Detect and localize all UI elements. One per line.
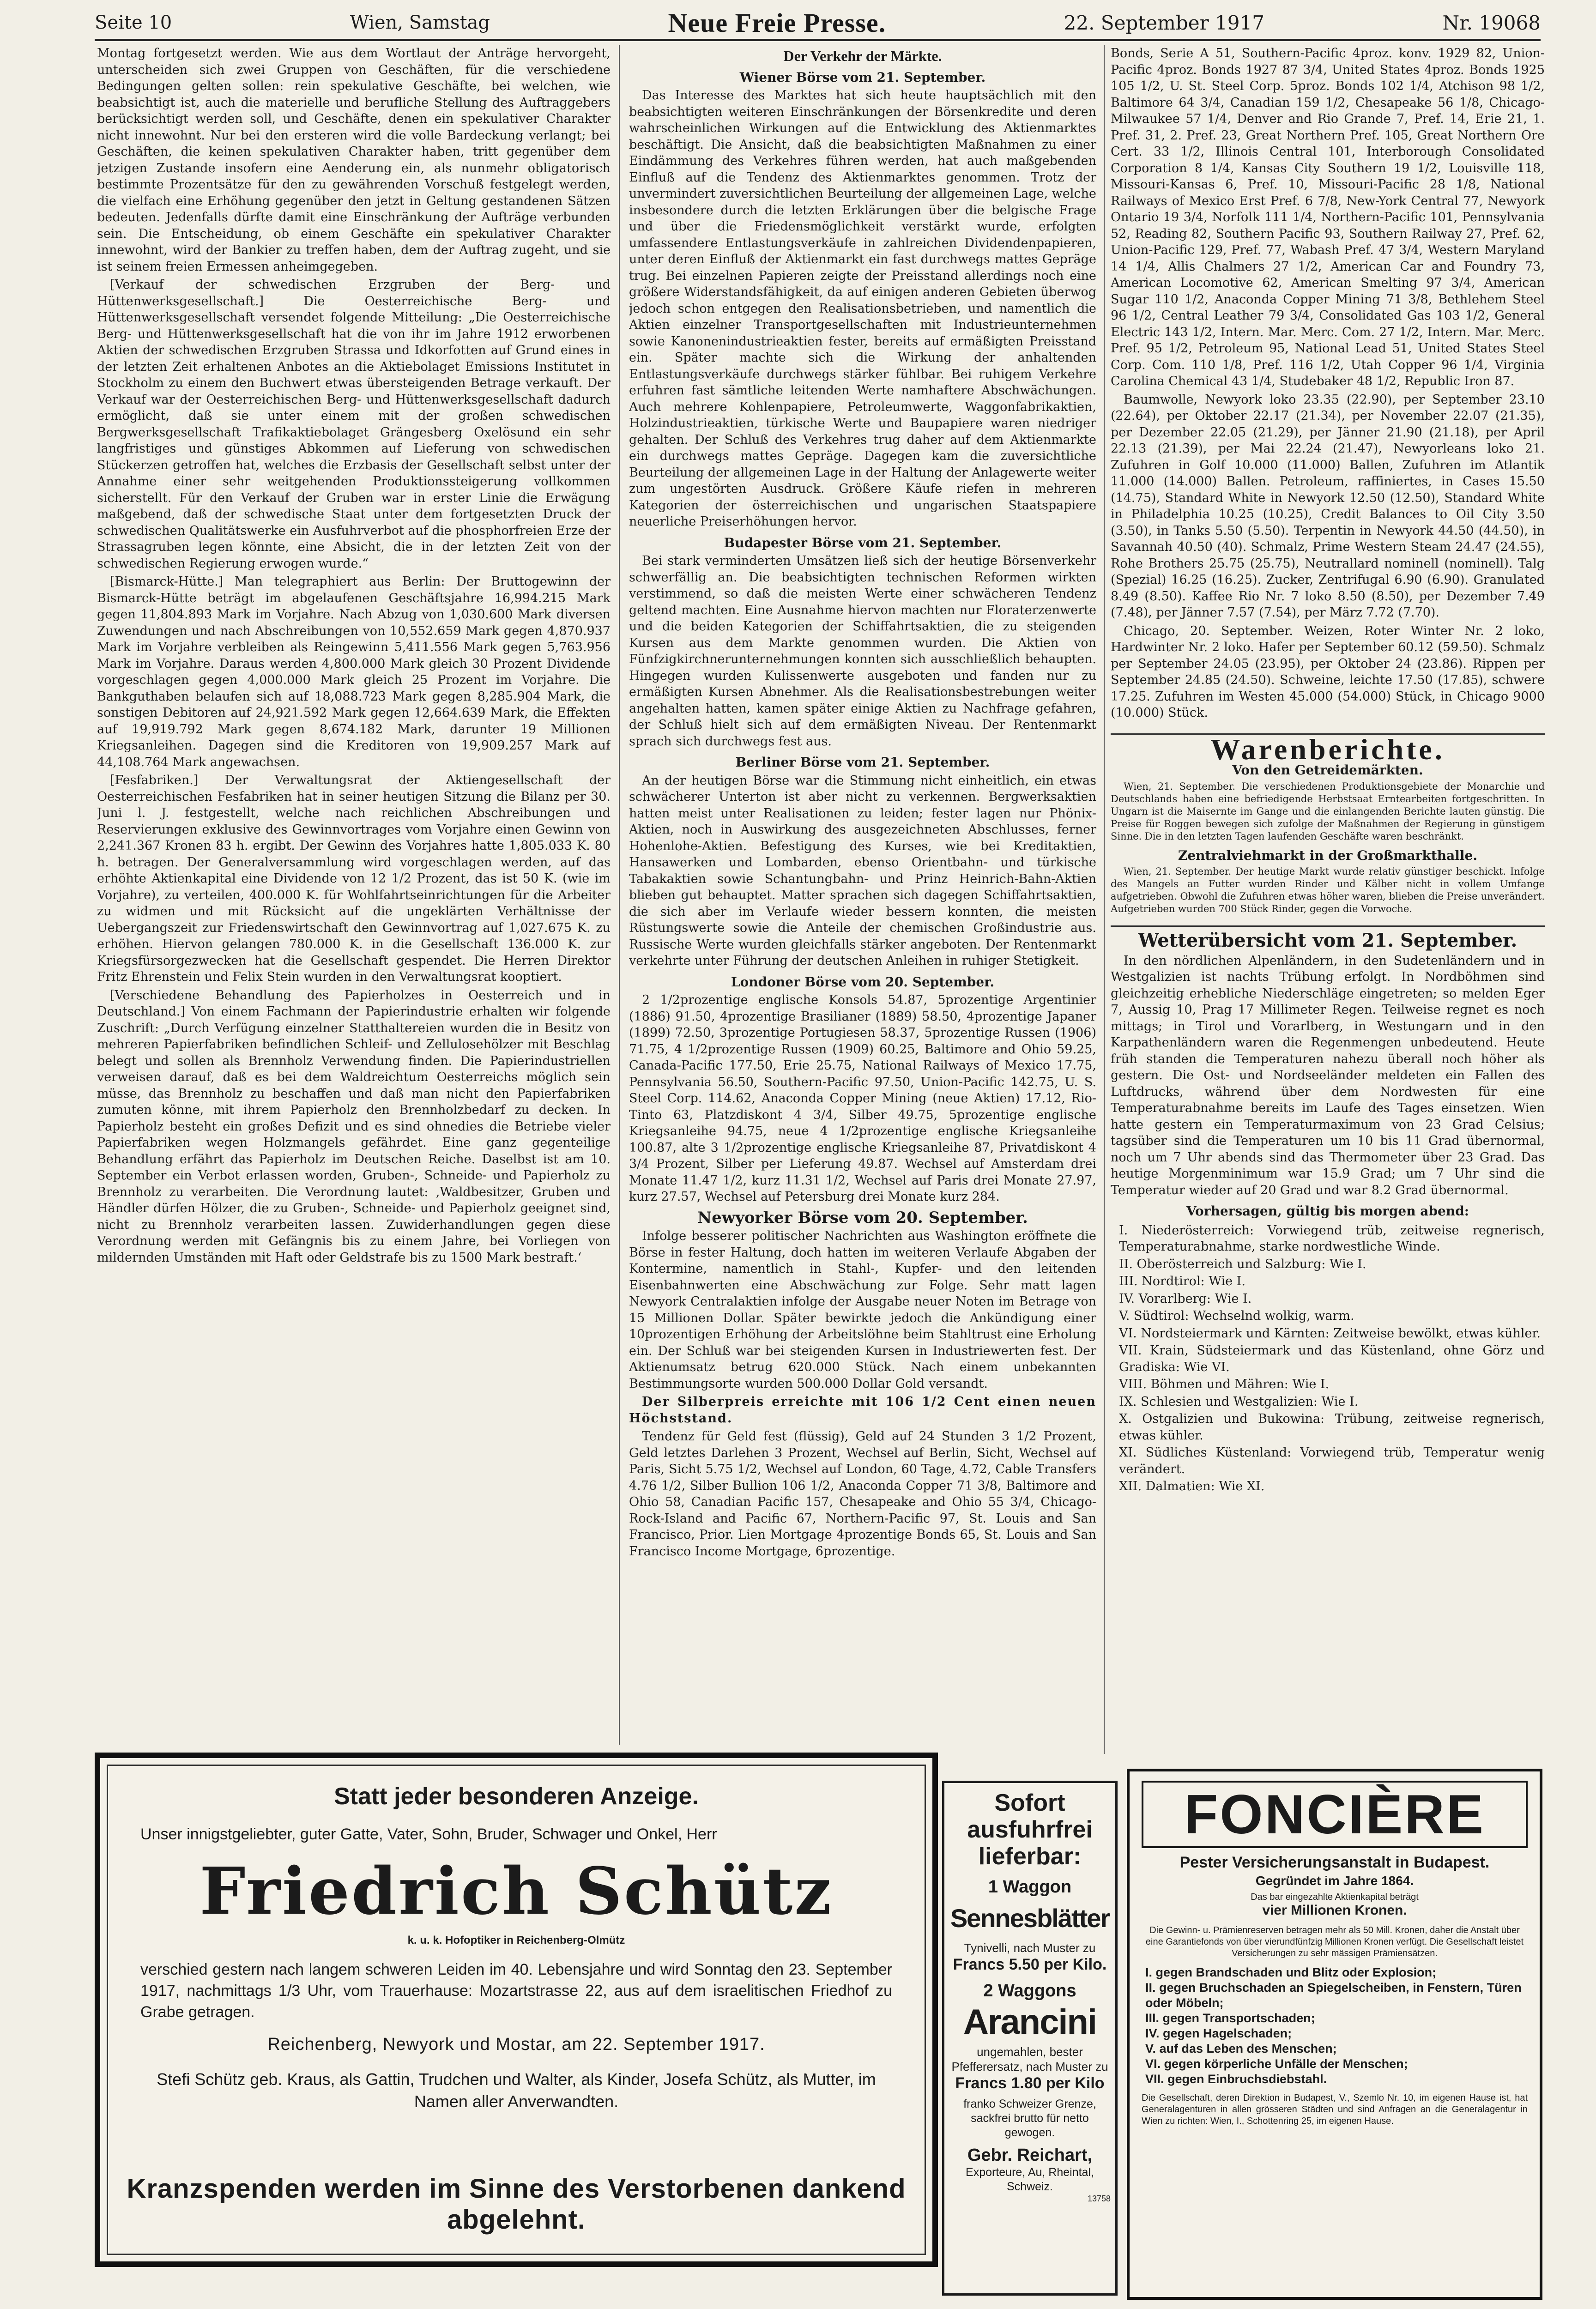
death-notice-frame xyxy=(107,1765,926,2255)
commodity-prices: Baumwolle, Newyork loko 23.35 (22.90), per September 23.10 (22.64), per Oktober 22.17 (21.34), per November 22.07 (21.35), per Dezember 22.05 (21.29), per Jänner 21.90 (21.18), per April 22.13 (21.39), per Mai 22.24 (21.47), Newyorleans loko 21. Zufuhren in Golf 10.000 (11.000) Ballen, Zufuhren im Atlantik 11.000 (14.000) Ballen. Petroleum, raffiniertes, in Cases 15.50 (14.75), Standard White in Newyork 12.50 (12.50), Standard White in Philadelphia 10.25 (10.25), Credit Balances to Oil City 3.50 (3.50), in Tanks 5.50 (5.50). Terpentin in Newyork 44.50 (44.50), in Savannah 40.50 (40). Schmalz, Prime Western Steam 24.47 (24.55), Rohe Brothers 25.75 (25.75), Neutrallard nominell (nominell). Talg (Spezial) 16.25 (16.25). Zucker, Zentrifugal 6.90 (6.90). Granulated 8.49 (8.50). Kaffee Rio Nr. 7 loko 8.50 (8.50), per Dezember 7.49 (7.48), per Jänner 7.57 (7.54), per März 7.72 (7.70). xyxy=(1111,392,1545,620)
article-paragraph: Montag fortgesetzt werden. Wie aus dem Wortlaut der Anträge hervorgeht, unterscheiden sich zwei Gruppen von Geschäften, für die verschiedene Bedingungen gelten sollen: rein spekulative Geschäfte, bei welchen, wie beabsichtigt ist, auch die materielle und berufliche Stellung des Auftraggebers berücksichtigt werden soll, und Geschäfte, denen ein spekulativer Charakter nicht innewohnt. Nur bei den ersteren wird die volle Bardeckung verlangt; bei Geschäften, die keinen spekulativen Charakter haben, tritt gegenüber dem jetzigen Zustande insofern eine Aenderung ein, als nunmehr obligatorisch bestimmte Prozentsätze für den zu gewährenden Vorschuß festgelegt werden, die vielfach eine Erhöhung gegenüber den jetzt in Geltung gestandenen Sätzen bedeuten. Jedenfalls dürfte damit eine Einschränkung der Aufträge verbunden sein. Die Entscheidung, ob einem Geschäfte ein spekulativer Charakter innewohnt, wird der Bankier zu treffen haben, dem der Auftrag zugeht, und sie ist seinem freien Ermessen anheimgegeben. xyxy=(97,46,611,274)
forecast-item: VIII. Böhmen und Mähren: Wie I. xyxy=(1119,1377,1330,1391)
column-divider xyxy=(619,45,620,1745)
ad-price: Francs 5.50 per Kilo. xyxy=(953,1956,1107,1973)
notice-places: Reichenberg, Newyork und Mostar, am 22. September 1917. xyxy=(267,2035,765,2054)
chicago-prices: Chicago, 20. September. Weizen, Roter Winter Nr. 2 loko, Hardwinter Nr. 2 loko. Hafer per September 60.12 (59.50). Schmalz per September 24.05 (23.95), per Oktober 24 (23.86). Rippen per September 24.85 (24.50). Schweine, leichte 17.50 (17.85), schwere 17.25. Zufuhren im Westen 45.000 (54.000) Stück, in Chicago 9000 (10.000) Stück. xyxy=(1111,623,1545,720)
ad-code: 13758 xyxy=(1087,2194,1111,2203)
ad-line: Sofort xyxy=(994,1789,1065,1816)
ad-description: ungemahlen, bester Pfefferersatz, nach Muster zu xyxy=(951,2045,1108,2073)
vienna-report: Das Interesse des Marktes hat sich heute hauptsächlich mit den beabsichtigten weiteren Einschränkungen der Börsenkredite und deren wahrscheinlichen Wirkungen auf die Entwicklung des Aktienmarktes beschäftigt. Die Ansicht, daß die beabsichtigten Maßnahmen zu einer Eindämmung des Verkehres führen werden, hat auch maßgebenden Einfluß auf die Tendenz des Aktienmarktes genommen. Trotz der unvermindert zuversichtlichen Beurteilung der allgemeinen Lage, welche insbesondere durch die letzten Erklärungen über die belgische Frage und über die Friedensmöglichkeit verstärkt wurde, erfolgten umfassendere Entlastungsverkäufe in zahlreichen Dividendenpapieren, unter deren Einfluß der Aktienmarkt ein fast durchwegs mattes Gepräge trug. Bei einzelnen Papieren zeigte der Preisstand allerdings noch eine größere Widerstandsfähigkeit, da auf einigen anderen Gebieten überwog jedoch schon entgegen den Realisationsbetrieben, und namentlich die Aktien einzelner Transportgesellschaften mit Industrieunternehmen sowie Kanonenindustrieaktien fester, bereits auf ermäßigten Preisstand ein. Später machte sich die Wirkung der anhaltenden Entlastungsverkäufe durchwegs stärker fühlbar. Bei ruhigem Verkehre erfuhren fast sämtliche leitenden Werte namhaftere Abschwächungen. Auch mehrere Kohlenpapiere, Petroleumwerte, Waggonfabrikaktien, Holzindustrieaktien, türkische Werte und Baupapiere waren niedriger gehalten. Der Schluß des Verkehres trug daher auf dem Aktienmarkte ein durchwegs mattes Gepräge. Dagegen kam die zuversichtliche Beurteilung der allgemeinen Lage in der Haltung der Anlagewerte weiter zum ungestörten Ausdruck. Größere Käufe riefen in mehreren Kategorien der österreichischen und ungarischen Staatspapiere neuerliche Preiserhöhungen hervor. xyxy=(629,88,1096,529)
subhead-london: Londoner Börse vom 20. September. xyxy=(731,974,995,990)
section-title-markets: Der Verkehr der Märkte. xyxy=(783,48,942,64)
fonciere-text: Die Gewinn- u. Prämienreserven betragen mehr als 50 Mill. Kronen, daher die Anstalt über eine Garantiefonds von über vierundfünfzig Millionen Kronen verfügt. Die Gesellschaft leistet Versicherungen zu sehr mässigen Prämiensätzen. xyxy=(1145,1925,1524,1958)
insurance-item: IV. gegen Hagelschaden; xyxy=(1145,2026,1292,2040)
column-2 xyxy=(629,45,1096,1759)
cattle-report: Wien, 21. September. Der heutige Markt wurde relativ günstiger beschickt. Infolge des Mangels an Futter wurden Rinder und Kälber nicht in vollem Umfange aufgetrieben. Obwohl die Zufuhren etwas höher waren, blieben die Preise unverändert. Aufgetrieben wurden 700 Stück Rinder, gegen die Vorwoche. xyxy=(1111,866,1545,914)
ad-firm: Gebr. Reichart, xyxy=(967,2146,1093,2165)
berlin-report: An der heutigen Börse war die Stimmung nicht einheitlich, ein etwas schwächerer Unterton ist aber nicht zu verkennen. Bergwerksaktien hatten meist unter Realisationen zu leiden; fester lagen nur Phönix-Aktien, noch in Auswirkung des ausgezeichneten Abschlusses, ferner Hohenlohe-Aktien. Befestigung des Kurses, wie bei Kreditaktien, Hansawerken und Lombarden, ebenso Orientbahn- und türkische Tabakaktien sowie Schantungbahn- und Prinz Heinrich-Bahn-Aktien blieben gut behauptet. Matter sprachen sich dagegen Schiffahrtsaktien, die sich aber im Verlaufe wieder bessern konnten, die meisten Rüstungswerte sowie die Anteile der chemischen Großindustrie aus. Russische Werte wurden gleichfalls stärker angeboten. Der Rentenmarkt verkehrte unter Führung der deutschen Anleihen in ruhiger Stetigkeit. xyxy=(629,773,1096,968)
fonciere-ad xyxy=(1127,1769,1542,2300)
insurance-item: II. gegen Bruchschaden an Spiegelscheiben, in Fenstern, Türen oder Möbeln; xyxy=(1145,1981,1522,2010)
ad-description: franko Schweizer Grenze, sackfrei brutto für netto gewogen. xyxy=(963,2097,1096,2139)
insurance-item: VI. gegen körperliche Unfälle der Menschen; xyxy=(1145,2057,1408,2071)
deceased-name: Friedrich Schütz xyxy=(200,1854,833,1929)
section-title-weather: Wetterübersicht vom 21. September. xyxy=(1111,925,1545,949)
subhead-grain: Von den Getreidemärkten. xyxy=(1232,762,1423,778)
notice-footer: Kranzspenden werden im Sinne des Verstorbenen dankend abgelehnt. xyxy=(127,2174,906,2235)
section-title-commodity-reports: Warenberichte. xyxy=(1111,733,1545,758)
subhead-budapest: Budapester Börse vom 21. September. xyxy=(724,535,1002,550)
forecast-item: XI. Südliches Küstenland: Vorwiegend trüb, Temperatur wenig verändert. xyxy=(1119,1445,1545,1476)
insurance-list xyxy=(1142,1965,1528,2087)
column-3 xyxy=(1111,45,1545,1763)
budapest-report: Bei stark verminderten Umsätzen ließ sich der heutige Börsenverkehr schwerfällig an. Die beabsichtigten technischen Reformen wirkten verstimmend, so daß die meisten Werte einer schwächeren Tendenz geltend machten. Eine Ausnahme hiervon machten nur Floraterzenwerte und die beiden Kategorien der Schiffahrtsaktien, die zu steigenden Kursen aus dem Markte genommen wurden. Die Aktien von Fünfzigkirchnerunternehmungen konnten sich ausschließlich behaupten. Hingegen wurden Kulissenwerte ausgeboten und fanden nur zu ermäßigten Kursen Abnehmer. Als die Realisationsbestrebungen weiter angehalten hatten, kamen später einige Aktien zu Nachfrage gefahren, der Schluß hielt sich auf dem ermäßigten Niveau. Der Rentenmarkt sprach sich durchwegs fest aus. xyxy=(629,554,1096,749)
deceased-occupation: k. u. k. Hofoptiker in Reichenberg-Olmütz xyxy=(407,1934,625,1946)
notice-intro: Unser innigstgeliebter, guter Gatte, Vater, Sohn, Bruder, Schwager und Onkel, Herr xyxy=(140,1825,717,1843)
ad-line: lieferbar: xyxy=(978,1843,1082,1870)
fonciere-subtitle: Pester Versicherungsanstalt in Budapest. xyxy=(1179,1854,1490,1871)
ad-description: Tynivelli, nach Muster zu xyxy=(964,1941,1096,1955)
insurance-item: I. gegen Brandschaden und Blitz oder Explosion; xyxy=(1145,1965,1437,1979)
grain-report: Wien, 21. September. Die verschiedenen Produktionsgebiete der Monarchie und Deutschlands haben eine befriedigende Herbstsaat Erntearbeiten fortgeschritten. In Ungarn ist die Maisernte im Gange und die einlangenden Berichte lauten günstig. Die Preise für Roggen bewegen sich zufolge der Maßnahmen der Regierung in günstigem Sinne. Die in den letzten Tagen laufenden Geschäfte waren beschränkt. xyxy=(1111,780,1545,842)
subhead-berlin: Berliner Börse vom 21. September. xyxy=(735,755,990,770)
place-date: Wien, Samstag xyxy=(350,12,490,33)
forecast-item: I. Niederösterreich: Vorwiegend trüb, zeitweise regnerisch, Temperaturabnahme, starke nordwestliche Winde. xyxy=(1119,1223,1545,1254)
ad-product: Arancini xyxy=(963,2002,1097,2042)
column-1 xyxy=(97,45,611,1735)
ad-line: ausfuhrfrei xyxy=(967,1816,1093,1843)
death-notice-ad xyxy=(95,1753,938,2267)
forecast-list xyxy=(1111,1222,1545,1495)
forecast-heading: Vorhersagen, gültig bis morgen abend: xyxy=(1186,1203,1469,1219)
page-number: Seite 10 xyxy=(95,12,172,33)
issue-date: 22. September 1917 xyxy=(1064,11,1264,34)
article-paragraph: [Fesfabriken.] Der Verwaltungsrat der Aktiengesellschaft der Oesterreichischen Fesfabriken hat in seiner heutigen Sitzung die Bilanz per 30. Juni l. J. festgestellt, welche nach reichlichen Abschreibungen und Reservierungen exklusive des Gewinnvortrages vom Vorjahre einen Gewinn von 2,241.367 Kronen 83 h. ergibt. Der Gewinn des Vorjahres hatte 1,805.033 K. 80 h. betragen. Der Generalversammlung wird vorgeschlagen werden, auf das erhöhte Aktienkapital eine Dividende von 12 1/2 Prozent, das ist 50 K. (wie im Vorjahre), zu verteilen, 400.000 K. für Wohlfahrtseinrichtungen für die Arbeiter zu widmen und mit Rücksicht auf die ungeklärten Verhältnisse der Uebergangszeit zur Friedenswirtschaft den Gewinnvortrag auf 1,027.675 K. zu erhöhen. Hiervon gelangen 780.000 K. in die Gesellschaft 136.000 K. zur Kriegsfürsorgezwecken hat die Gesellschaft gespendet. Die Herren Direktor Fritz Ehrenstein und Felix Stein wurden in den Verwaltungsrat kooptiert. xyxy=(97,773,611,984)
column-divider xyxy=(1104,45,1105,1754)
forecast-item: V. Südtirol: Wechselnd wolkig, warm. xyxy=(1119,1309,1354,1323)
forecast-item: IX. Schlesien und Westgalizien: Wie I. xyxy=(1119,1394,1359,1409)
money-rates: Tendenz für Geld fest (flüssig), Geld auf 24 Stunden 3 1/2 Prozent, Geld letztes Darlehen 3 Prozent, Wechsel auf Berlin, Sicht, Wechsel auf Paris, Sicht 5.75 1/2, Wechsel auf London, 60 Tage, 4.72, Cable Transfers 4.76 1/2, Silber Bullion 106 1/2, Anaconda Copper 71 3/8, Baltimore and Ohio 58, Canadian Pacific 157, Chesapeake and Ohio 55 3/4, Chicago-Rock-Island and Pacific 67, Northern-Pacific 97, St. Louis and San Francisco, Prior. Lien Mortgage 4prozentige Bonds 65, St. Louis and San Francisco Income Mortgage, 6prozentige. xyxy=(629,1429,1096,1559)
masthead xyxy=(95,6,1541,41)
notice-heading: Statt jeder besonderen Anzeige. xyxy=(334,1783,699,1810)
article-paragraph: [Bismarck-Hütte.] Man telegraphiert aus Berlin: Der Bruttogewinn der Bismarck-Hütte beträgt im abgelaufenen Geschäftsjahre 16,994.215 Mark gegen 11,804.893 Mark im Vorjahre. Nach Abzug von 1,030.600 Mark diversen Zuwendungen und nach Abschreibungen von 10,552.659 Mark gegen 4,870.937 Mark im Vorjahre verbleiben als Reingewinn 5,411.556 Mark gegen 5,763.956 Mark im Vorjahre. Daraus werden 4,800.000 Mark gleich 30 Prozent Dividende vorgeschlagen gegen 4,000.000 Mark gleich 25 Prozent im Vorjahre. Die Bankguthaben belaufen sich auf 18,088.723 Mark gegen 8,285.904 Mark, die sonstigen Debitoren auf 24,921.592 Mark gegen 12,664.639 Mark, die Effekten auf 19,919.792 Mark gegen 8,674.182 Mark, darunter 19 Millionen Kriegsanleihen. Dagegen sind die Kreditoren von 19,909.257 Mark auf 44,108.764 Mark angewachsen. xyxy=(97,574,611,769)
forecast-item: X. Ostgalizien und Bukowina: Trübung, zeitweise regnerisch, etwas kühler. xyxy=(1119,1412,1545,1443)
ad-quantity: 1 Waggon xyxy=(988,1877,1072,1897)
silver-price: Der Silberpreis erreichte mit 106 1/2 Cent einen neuen Höchststand. xyxy=(629,1395,1096,1426)
article-paragraph: [Verschiedene Behandlung des Papierholzes in Oesterreich und in Deutschland.] Von einem Fachmann der Papierindustrie erhalten wir folgende Zuschrift: „Durch Verfügung einzelner Statthaltereien wurden die in Besitz von mehreren Papierfabriken befindlichen Schleif- und Zellulosehölzer mit Beschlag belegt und sollen als Brennholz Verwendung finden. Die Papierindustriellen verweisen darauf, daß es bei dem Waldreichtum Oesterreichs möglich sein müsse, das Brennholz zu beschaffen und daß man nicht den Papierfabriken zumuten könne, mit ihrem Papierholz den Brennholzbedarf zu decken. In Papierholz besteht ein großes Defizit und es sind ohnedies die Betriebe vieler Papierfabriken wegen Holzmangels gefährdet. Eine ganz gegenteilige Behandlung erfährt das Papierholz im Deutschen Reiche. Daselbst ist am 10. September ein Verbot erlassen worden, Gruben-, Schneide- und Papierholz zu Brennholz zu verarbeiten. Die Verordnung lautet: ‚Waldbesitzer, Gruben und Händler dürfen Hölzer, die zu Gruben-, Schneide- und Papierholz geeignet sind, nicht zu Brennholz verarbeiten lassen. Zuwiderhandlungen gegen diese Verordnung werden mit Gefängnis bis zu einem Jahre, bei Vorliegen von mildernden Umständen mit Haft oder Geldstrafe bis zu 1500 Mark bestraft.‘ xyxy=(97,988,611,1265)
newspaper-title: Neue Freie Presse. xyxy=(668,7,886,38)
subhead-vienna: Wiener Börse vom 21. September. xyxy=(739,69,986,85)
notice-family: Stefi Schütz geb. Kraus, als Gattin, Trudchen und Walter, als Kinder, Josefa Schütz, als Mutter, im Namen aller Anverwandten. xyxy=(157,2070,876,2111)
subhead-cattle-market: Zentralviehmarkt in der Großmarkthalle. xyxy=(1178,847,1478,863)
reichart-ad xyxy=(942,1781,1118,2296)
forecast-item: II. Oberösterreich und Salzburg: Wie I. xyxy=(1119,1257,1366,1271)
stock-quotes: Bonds, Serie A 51, Southern-Pacific 4proz. konv. 1929 82, Union-Pacific 4proz. Bonds 1927 87 3/4, United States 4proz. Bonds 1925 105 1/2, U. St. Steel Corp. 5proz. Bonds 102 1/4, Atchison 98 1/2, Baltimore 64 3/4, Canadian 159 1/2, Chesapeake 56 1/8, Chicago-Milwaukee 57 1/4, Denver and Rio Grande 7, Pref. 14, Erie 21, 1. Pref. 31, 2. Pref. 23, Great Northern Pref. 105, Great Northern Ore Cert. 33 1/2, Illinois Central 101, Interborough Consolidated Corporation 8 1/4, Kansas City Southern 19 1/2, Louisville 118, Missouri-Kansas 6, Pref. 10, Missouri-Pacific 28 1/8, National Railways of Mexico Erst Pref. 6 7/8, New-York Central 77, Newyork Ontario 19 3/4, Norfolk 111 1/4, Northern-Pacific 101, Pennsylvania 52, Reading 82, Southern Pacific 93, Southern Railway 27, Pref. 62, Union-Pacific 129, Pref. 77, Wabash Pref. 47 3/4, Western Maryland 14 1/4, Allis Chalmers 27 1/2, American Car and Foundry 73, American Locomotive 62, American Smelting 97 3/4, American Sugar 110 1/2, Anaconda Copper Mining 71 3/8, Bethlehem Steel 96 1/2, Central Leather 79 3/4, Consolidated Gas 103 1/2, General Electric 143 1/2, Intern. Mar. Merc. Com. 27 1/2, Intern. Mar. Merc. Pref. 95 1/2, Petroleum 95, National Lead 51, United States Steel Corp. Com. 110 1/8, Pref. 116 1/2, Utah Copper 96 1/4, Virginia Carolina Chemical 43 1/4, Studebaker 48 1/2, Republic Iron 87. xyxy=(1111,46,1545,388)
ad-firm-place: Exporteure, Au, Rheintal, Schweiz. xyxy=(966,2166,1094,2193)
weather-report: In den nördlichen Alpenländern, in den Sudetenländern und in Westgalizien ist nachts Trübung erfolgt. In Nordböhmen sind gleichzeitig erhebliche Niederschläge eingetreten; so melden Eger 7, Aussig 10, Prag 17 Millimeter Regen. Teilweise regnet es noch mittags; in Tirol und Vorarlberg, in Westungarn und in den Karpathenländern waren die Regenmengen unbedeutend. Heute früh standen die Temperaturen nahezu überall noch höher als gestern. Die Ost- und Nordseeländer meldeten ein Fallen des Luftdrucks, während über dem Nordwesten für eine Temperaturabnahme bereits im Laufe des Tages einsetzen. Wien hatte gestern ein Temperaturmaximum von 23 Grad Celsius; tagsüber sind die Temperaturen um 10 bis 11 Grad übernormal, noch um 7 Uhr abends sind das Thermometer über 23 Grad. Das heutige Morgenminimum war 15.9 Grad; um 7 Uhr sind die Temperatur wieder auf 20 Grad und war 8.2 Grad übernormal. xyxy=(1111,953,1545,1197)
fonciere-capital-label: Das bar eingezahlte Aktienkapital beträgt xyxy=(1251,1892,1419,1902)
issue-number: Nr. 19068 xyxy=(1442,11,1541,34)
insurance-item: VII. gegen Einbruchsdiebstahl. xyxy=(1145,2072,1327,2086)
insurance-item: V. auf das Leben des Menschen; xyxy=(1145,2042,1337,2055)
fonciere-title: FONCIÈRE xyxy=(1142,1781,1528,1848)
notice-body: verschied gestern nach langem schweren Leiden im 40. Lebensjahre und wird Sonntag den 23. September 1917, nachmittags 1/3 Uhr, vom Trauerhause: Mozartstrasse 22, aus auf dem israelitischen Friedhof zu Grabe getragen. xyxy=(140,1961,892,2021)
fonciere-capital: vier Millionen Kronen. xyxy=(1262,1903,1407,1918)
newyork-report: Infolge besserer politischer Nachrichten aus Washington eröffnete die Börse in fester Haltung, doch hatten im weiteren Verlaufe Abgaben der Kontermine, namentlich in Stahl-, Kupfer- und den leitenden Eisenbahnwerten eine Abschwächung zur Folge. Sehr matt lagen Newyork Centralaktien infolge der Ausgabe neuer Noten im Betrage von 15 Millionen Dollar. Später bewirkte jedoch die Ankündigung einer 10prozentigen Erhöhung der Arbeitslöhne beim Stahltrust eine Erholung ein. Der Schluß war bei steigenden Kursen in Industriewerten fest. Der Aktienumsatz betrug 620.000 Stück. Nach einem unbekannten Bestimmungsorte wurden 500.000 Dollar Gold versandt. xyxy=(629,1229,1096,1391)
london-report: 2 1/2prozentige englische Konsols 54.87, 5prozentige Argentinier (1886) 91.50, 4prozentige Brasilianer (1889) 58.50, 4prozentige Japaner (1899) 72.50, 3prozentige Portugiesen 58.37, 5prozentige Russen (1906) 71.75, 4 1/2prozentige Russen (1909) 60.25, Baltimore and Ohio 59.25, Canada-Pacific 177.50, Erie 25.75, National Railways of Mexico 17.75, Pennsylvania 56.50, Southern-Pacific 97.50, Union-Pacific 142.75, U. S. Steel Corp. 114.62, Anaconda Copper Mining (neue Aktien) 17.12, Rio-Tinto 63, Platzdiskont 4 3/4, Silber 49.75, 5prozentige englische Kriegsanleihe 94.75, neue 4 1/2prozentige englische Kriegsanleihe 100.87, alte 3 1/2prozentige englische Kriegsanleihe 87, Privatdiskont 4 3/4 Prozent, Silber per Lieferung 49.87. Wechsel auf Amsterdam drei Monate 11.47 1/2, kurz 11.31 1/2, Wechsel auf Paris drei Monate 27.97, kurz 27.57, Wechsel auf Petersburg drei Monate kurz 284. xyxy=(629,993,1096,1204)
forecast-item: III. Nordtirol: Wie I. xyxy=(1119,1274,1245,1288)
forecast-item: VI. Nordsteiermark und Kärnten: Zeitweise bewölkt, etwas kühler. xyxy=(1119,1326,1541,1341)
ad-quantity: 2 Waggons xyxy=(983,1981,1076,2001)
forecast-item: IV. Vorarlberg: Wie I. xyxy=(1119,1291,1252,1306)
ad-product: Sennesblätter xyxy=(950,1904,1110,1933)
forecast-item: VII. Krain, Südsteiermark und das Küstenland, ohne Görz und Gradiska: Wie VI. xyxy=(1119,1343,1545,1374)
ad-price: Francs 1.80 per Kilo xyxy=(955,2074,1105,2092)
article-paragraph: [Verkauf der schwedischen Erzgruben der Berg- und Hüttenwerksgesellschaft.] Die Oesterreichische Berg- und Hüttenwerksgesellschaft versendet folgende Mitteilung: „Die Oesterreichische Berg- und Hüttenwerksgesellschaft hat die von ihr im Jahre 1912 erworbenen Aktien der schwedischen Erzgruben Strassa und Idkorfotten auf Grund eines in der letzten Zeit erhaltenen Anbotes an die Aktiebolaget Emissions Institutet in Stockholm zu einem den Buchwert etwas übersteigenden Betrage verkauft. Der Verkauf war der Oesterreichischen Berg- und Hüttenwerksgesellschaft dadurch ermöglicht, daß sie unter einem mit der großen schwedischen Bergwerksgesellschaft Trafikaktiebolaget Grängesberg Oxelösund ein sehr langfristiges und günstiges Abkommen auf Lieferung von schwedischen Stückerzen getroffen hat, welches die Erzbasis der Gesellschaft selbst unter der Annahme einer sehr weitgehenden Produktionssteigerung vollkommen sicherstellt. Für den Verkauf der Gruben war in erster Linie die Erwägung maßgebend, daß der schwedische Staat unter dem fortgesetzten Druck der schwedischen Qualitätswerke ein Ausfuhrverbot auf die phosphorfreien Erze der Strassagruben legen könnte, eine Absicht, die in der letzten Zeit von der schwedischen Regierung erwogen wurde.“ xyxy=(97,278,611,571)
forecast-item: XII. Dalmatien: Wie XI. xyxy=(1119,1479,1265,1493)
subhead-newyork: Newyorker Börse vom 20. September. xyxy=(697,1208,1028,1227)
fonciere-footer-text: Die Gesellschaft, deren Direktion in Budapest, V., Szemlo Nr. 10, im eigenen Hause ist, hat Generalagenturen in allen grösseren Städten und sind Anfragen an die Generalagentur in Wien zu richten: Wien, I., Schottenring 25, im eigenen Hause. xyxy=(1142,2093,1528,2126)
fonciere-founded: Gegründet im Jahre 1864. xyxy=(1255,1874,1414,1888)
insurance-item: III. gegen Transportschaden; xyxy=(1145,2011,1315,2025)
